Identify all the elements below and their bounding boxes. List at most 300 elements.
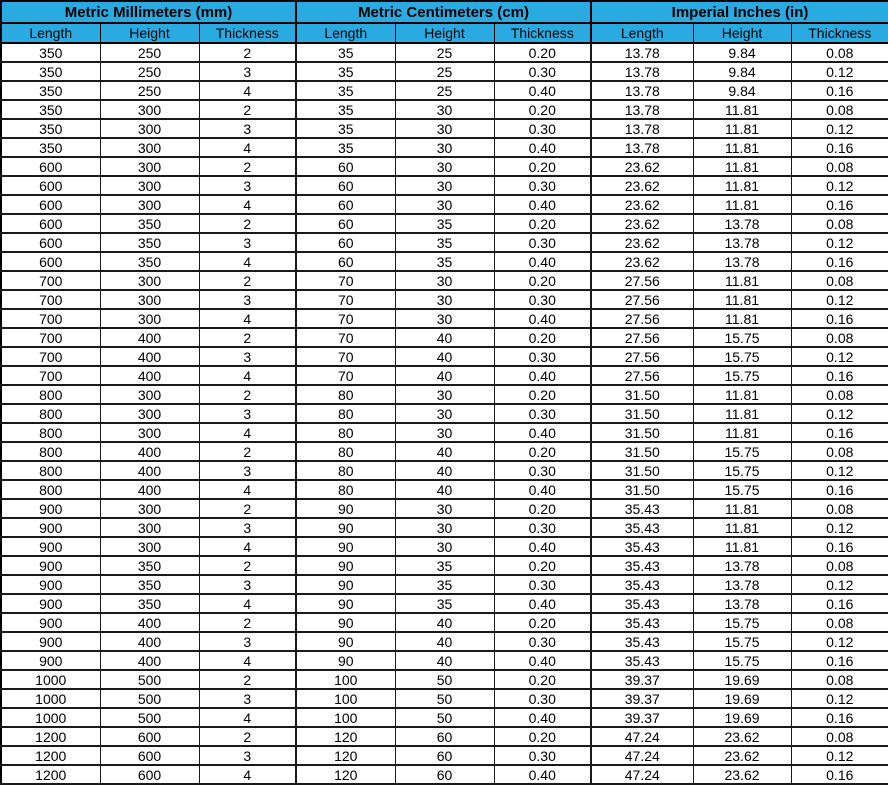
cell-thickness-in: 0.08 (791, 385, 888, 404)
cell-length-mm: 1200 (1, 765, 100, 784)
cell-thickness-cm: 0.40 (494, 537, 591, 556)
cell-height-cm: 30 (395, 195, 494, 214)
cell-length-cm: 80 (296, 442, 395, 461)
cell-height-mm: 400 (100, 461, 199, 480)
cell-thickness-cm: 0.30 (494, 347, 591, 366)
table-row (1, 632, 888, 651)
cell-thickness-cm: 0.20 (494, 442, 591, 461)
cell-height-mm: 400 (100, 442, 199, 461)
cell-thickness-mm: 4 (199, 765, 296, 784)
cell-length-cm: 100 (296, 670, 395, 689)
cell-length-cm: 70 (296, 309, 395, 328)
table-row (1, 214, 888, 233)
cell-height-mm: 300 (100, 518, 199, 537)
cell-length-cm: 70 (296, 328, 395, 347)
cell-thickness-mm: 2 (199, 727, 296, 746)
cell-thickness-mm: 3 (199, 632, 296, 651)
table-row (1, 537, 888, 556)
table-row (1, 404, 888, 423)
cell-thickness-mm: 4 (199, 651, 296, 670)
cell-height-mm: 400 (100, 366, 199, 385)
cell-height-in: 13.78 (693, 556, 791, 575)
cell-length-mm: 1200 (1, 727, 100, 746)
cell-length-in: 27.56 (591, 347, 693, 366)
cell-length-in: 35.43 (591, 575, 693, 594)
cell-height-cm: 50 (395, 670, 494, 689)
cell-length-cm: 80 (296, 404, 395, 423)
cell-thickness-mm: 3 (199, 119, 296, 138)
column-header-height-in: Height (693, 23, 791, 43)
cell-thickness-mm: 2 (199, 613, 296, 632)
cell-length-cm: 120 (296, 727, 395, 746)
cell-length-mm: 1000 (1, 670, 100, 689)
cell-height-in: 11.81 (693, 138, 791, 157)
cell-height-mm: 300 (100, 157, 199, 176)
table-row (1, 328, 888, 347)
table-row (1, 195, 888, 214)
cell-thickness-mm: 4 (199, 480, 296, 499)
cell-height-in: 11.81 (693, 271, 791, 290)
cell-length-cm: 90 (296, 632, 395, 651)
cell-thickness-cm: 0.20 (494, 556, 591, 575)
cell-height-mm: 300 (100, 537, 199, 556)
cell-length-in: 23.62 (591, 176, 693, 195)
cell-length-mm: 700 (1, 347, 100, 366)
cell-height-cm: 30 (395, 271, 494, 290)
cell-height-cm: 30 (395, 119, 494, 138)
cell-length-in: 23.62 (591, 252, 693, 271)
cell-thickness-in: 0.12 (791, 233, 888, 252)
cell-height-mm: 350 (100, 556, 199, 575)
cell-thickness-in: 0.12 (791, 461, 888, 480)
cell-length-in: 35.43 (591, 613, 693, 632)
cell-length-mm: 800 (1, 442, 100, 461)
table-row (1, 765, 888, 784)
cell-length-in: 23.62 (591, 233, 693, 252)
cell-thickness-mm: 3 (199, 518, 296, 537)
cell-height-in: 13.78 (693, 594, 791, 613)
column-header-length-mm: Length (1, 23, 100, 43)
cell-length-mm: 350 (1, 62, 100, 81)
cell-length-in: 35.43 (591, 499, 693, 518)
cell-height-cm: 40 (395, 480, 494, 499)
cell-thickness-cm: 0.20 (494, 100, 591, 119)
cell-height-in: 13.78 (693, 233, 791, 252)
cell-length-mm: 900 (1, 556, 100, 575)
cell-length-mm: 1200 (1, 746, 100, 765)
cell-height-cm: 35 (395, 594, 494, 613)
table-row (1, 556, 888, 575)
cell-height-cm: 30 (395, 537, 494, 556)
cell-length-in: 35.43 (591, 537, 693, 556)
cell-thickness-mm: 4 (199, 594, 296, 613)
table-row (1, 347, 888, 366)
cell-length-mm: 350 (1, 119, 100, 138)
cell-thickness-cm: 0.30 (494, 575, 591, 594)
cell-thickness-mm: 2 (199, 100, 296, 119)
cell-thickness-cm: 0.20 (494, 499, 591, 518)
cell-length-in: 27.56 (591, 309, 693, 328)
cell-thickness-in: 0.16 (791, 651, 888, 670)
table-row (1, 423, 888, 442)
table-row (1, 309, 888, 328)
cell-height-mm: 250 (100, 81, 199, 100)
cell-length-in: 35.43 (591, 518, 693, 537)
cell-height-mm: 300 (100, 195, 199, 214)
cell-height-in: 23.62 (693, 746, 791, 765)
cell-thickness-mm: 4 (199, 138, 296, 157)
group-header-row (1, 1, 888, 23)
cell-thickness-mm: 2 (199, 556, 296, 575)
cell-thickness-in: 0.16 (791, 195, 888, 214)
cell-thickness-in: 0.16 (791, 366, 888, 385)
cell-thickness-cm: 0.20 (494, 43, 591, 62)
cell-thickness-mm: 3 (199, 62, 296, 81)
cell-length-in: 27.56 (591, 328, 693, 347)
cell-length-mm: 600 (1, 233, 100, 252)
cell-height-in: 15.75 (693, 651, 791, 670)
cell-thickness-mm: 2 (199, 328, 296, 347)
cell-thickness-cm: 0.20 (494, 214, 591, 233)
table-row (1, 366, 888, 385)
cell-length-in: 39.37 (591, 670, 693, 689)
cell-length-in: 39.37 (591, 689, 693, 708)
cell-thickness-in: 0.16 (791, 708, 888, 727)
cell-height-in: 19.69 (693, 708, 791, 727)
cell-height-mm: 500 (100, 670, 199, 689)
cell-height-mm: 300 (100, 499, 199, 518)
cell-thickness-cm: 0.30 (494, 290, 591, 309)
cell-thickness-mm: 3 (199, 575, 296, 594)
cell-thickness-cm: 0.20 (494, 670, 591, 689)
cell-height-mm: 300 (100, 176, 199, 195)
cell-length-in: 47.24 (591, 765, 693, 784)
table-row (1, 613, 888, 632)
cell-height-cm: 40 (395, 328, 494, 347)
table-row (1, 727, 888, 746)
column-header-height-cm: Height (395, 23, 494, 43)
cell-thickness-in: 0.08 (791, 670, 888, 689)
cell-length-cm: 35 (296, 119, 395, 138)
cell-height-in: 19.69 (693, 670, 791, 689)
cell-thickness-cm: 0.30 (494, 461, 591, 480)
cell-height-mm: 500 (100, 708, 199, 727)
cell-thickness-cm: 0.20 (494, 157, 591, 176)
cell-thickness-mm: 3 (199, 176, 296, 195)
cell-thickness-cm: 0.30 (494, 62, 591, 81)
cell-length-mm: 350 (1, 100, 100, 119)
cell-height-cm: 35 (395, 233, 494, 252)
cell-length-in: 13.78 (591, 119, 693, 138)
cell-thickness-mm: 2 (199, 385, 296, 404)
table-row (1, 157, 888, 176)
cell-length-cm: 80 (296, 385, 395, 404)
cell-thickness-mm: 4 (199, 195, 296, 214)
cell-length-cm: 90 (296, 518, 395, 537)
cell-length-in: 31.50 (591, 442, 693, 461)
table-row (1, 385, 888, 404)
cell-thickness-mm: 4 (199, 537, 296, 556)
cell-length-cm: 100 (296, 708, 395, 727)
cell-length-mm: 600 (1, 214, 100, 233)
cell-length-mm: 1000 (1, 708, 100, 727)
cell-length-mm: 900 (1, 499, 100, 518)
table-row (1, 708, 888, 727)
cell-length-mm: 700 (1, 290, 100, 309)
table-row (1, 290, 888, 309)
cell-length-in: 13.78 (591, 100, 693, 119)
cell-length-mm: 350 (1, 43, 100, 62)
cell-thickness-cm: 0.30 (494, 119, 591, 138)
cell-height-cm: 30 (395, 157, 494, 176)
cell-length-cm: 80 (296, 423, 395, 442)
table-row (1, 176, 888, 195)
cell-height-cm: 35 (395, 252, 494, 271)
cell-thickness-in: 0.16 (791, 138, 888, 157)
cell-height-mm: 300 (100, 100, 199, 119)
cell-thickness-in: 0.16 (791, 480, 888, 499)
group-header-metric-cm: Metric Centimeters (cm) (296, 1, 591, 23)
cell-height-mm: 300 (100, 385, 199, 404)
cell-length-cm: 90 (296, 556, 395, 575)
cell-length-cm: 35 (296, 81, 395, 100)
table-row (1, 746, 888, 765)
cell-length-cm: 90 (296, 499, 395, 518)
cell-length-cm: 60 (296, 176, 395, 195)
cell-height-cm: 25 (395, 43, 494, 62)
cell-thickness-in: 0.08 (791, 157, 888, 176)
cell-length-in: 23.62 (591, 157, 693, 176)
table-row (1, 670, 888, 689)
cell-height-mm: 400 (100, 651, 199, 670)
cell-height-in: 13.78 (693, 252, 791, 271)
cell-height-cm: 30 (395, 309, 494, 328)
cell-length-mm: 900 (1, 632, 100, 651)
cell-height-mm: 300 (100, 404, 199, 423)
cell-thickness-in: 0.08 (791, 43, 888, 62)
cell-height-cm: 35 (395, 214, 494, 233)
cell-length-mm: 700 (1, 271, 100, 290)
cell-height-cm: 35 (395, 575, 494, 594)
cell-length-in: 31.50 (591, 480, 693, 499)
cell-height-mm: 250 (100, 43, 199, 62)
cell-height-cm: 35 (395, 556, 494, 575)
cell-thickness-mm: 2 (199, 442, 296, 461)
cell-length-in: 35.43 (591, 632, 693, 651)
cell-height-cm: 40 (395, 613, 494, 632)
cell-height-in: 15.75 (693, 328, 791, 347)
cell-height-mm: 300 (100, 290, 199, 309)
table-row (1, 100, 888, 119)
table-header (1, 1, 888, 43)
cell-length-mm: 600 (1, 195, 100, 214)
cell-length-in: 35.43 (591, 594, 693, 613)
cell-thickness-in: 0.08 (791, 556, 888, 575)
cell-length-mm: 600 (1, 252, 100, 271)
table-row (1, 442, 888, 461)
cell-height-cm: 40 (395, 366, 494, 385)
cell-thickness-cm: 0.20 (494, 385, 591, 404)
cell-thickness-cm: 0.40 (494, 81, 591, 100)
cell-thickness-mm: 3 (199, 461, 296, 480)
column-header-length-in: Length (591, 23, 693, 43)
cell-length-cm: 35 (296, 43, 395, 62)
cell-length-in: 23.62 (591, 195, 693, 214)
cell-height-mm: 400 (100, 347, 199, 366)
cell-height-in: 19.69 (693, 689, 791, 708)
cell-height-mm: 300 (100, 423, 199, 442)
cell-thickness-cm: 0.30 (494, 404, 591, 423)
cell-thickness-in: 0.12 (791, 62, 888, 81)
cell-length-cm: 80 (296, 480, 395, 499)
cell-length-cm: 35 (296, 62, 395, 81)
column-header-thickness-in: Thickness (791, 23, 888, 43)
table-row (1, 271, 888, 290)
cell-height-in: 11.81 (693, 499, 791, 518)
cell-height-in: 13.78 (693, 214, 791, 233)
cell-height-cm: 30 (395, 176, 494, 195)
cell-length-cm: 60 (296, 157, 395, 176)
cell-thickness-cm: 0.30 (494, 689, 591, 708)
cell-thickness-in: 0.12 (791, 575, 888, 594)
cell-height-cm: 30 (395, 138, 494, 157)
cell-height-in: 11.81 (693, 100, 791, 119)
cell-height-cm: 40 (395, 651, 494, 670)
cell-height-mm: 400 (100, 613, 199, 632)
cell-length-cm: 90 (296, 613, 395, 632)
cell-height-cm: 30 (395, 385, 494, 404)
cell-height-cm: 60 (395, 727, 494, 746)
cell-height-cm: 40 (395, 442, 494, 461)
table-row (1, 138, 888, 157)
cell-height-in: 11.81 (693, 423, 791, 442)
column-header-thickness-mm: Thickness (199, 23, 296, 43)
cell-length-mm: 900 (1, 651, 100, 670)
cell-length-cm: 70 (296, 347, 395, 366)
cell-length-in: 13.78 (591, 81, 693, 100)
cell-height-mm: 350 (100, 252, 199, 271)
table-row (1, 575, 888, 594)
cell-length-mm: 700 (1, 366, 100, 385)
cell-thickness-in: 0.12 (791, 119, 888, 138)
cell-height-in: 15.75 (693, 632, 791, 651)
cell-length-mm: 900 (1, 518, 100, 537)
cell-length-mm: 350 (1, 81, 100, 100)
cell-thickness-mm: 4 (199, 81, 296, 100)
cell-length-mm: 800 (1, 461, 100, 480)
cell-thickness-cm: 0.30 (494, 176, 591, 195)
table-row (1, 499, 888, 518)
cell-thickness-in: 0.08 (791, 727, 888, 746)
cell-thickness-in: 0.16 (791, 423, 888, 442)
cell-height-cm: 30 (395, 404, 494, 423)
cell-thickness-in: 0.08 (791, 442, 888, 461)
table-row (1, 594, 888, 613)
cell-thickness-cm: 0.40 (494, 309, 591, 328)
cell-length-cm: 60 (296, 214, 395, 233)
cell-length-mm: 800 (1, 423, 100, 442)
cell-height-in: 11.81 (693, 404, 791, 423)
cell-length-cm: 80 (296, 461, 395, 480)
cell-thickness-in: 0.12 (791, 347, 888, 366)
cell-height-cm: 40 (395, 347, 494, 366)
cell-length-cm: 60 (296, 195, 395, 214)
cell-thickness-cm: 0.40 (494, 195, 591, 214)
cell-thickness-mm: 2 (199, 499, 296, 518)
cell-length-in: 39.37 (591, 708, 693, 727)
cell-height-cm: 60 (395, 746, 494, 765)
cell-thickness-mm: 3 (199, 347, 296, 366)
cell-thickness-in: 0.16 (791, 81, 888, 100)
cell-height-in: 11.81 (693, 385, 791, 404)
cell-length-cm: 120 (296, 765, 395, 784)
cell-thickness-in: 0.08 (791, 613, 888, 632)
cell-thickness-cm: 0.20 (494, 613, 591, 632)
cell-length-in: 13.78 (591, 138, 693, 157)
cell-height-in: 11.81 (693, 195, 791, 214)
cell-height-in: 11.81 (693, 176, 791, 195)
cell-thickness-cm: 0.20 (494, 271, 591, 290)
cell-height-mm: 350 (100, 233, 199, 252)
cell-thickness-mm: 3 (199, 290, 296, 309)
cell-thickness-in: 0.12 (791, 176, 888, 195)
cell-length-mm: 800 (1, 385, 100, 404)
cell-thickness-in: 0.08 (791, 499, 888, 518)
cell-thickness-cm: 0.40 (494, 708, 591, 727)
cell-thickness-mm: 4 (199, 423, 296, 442)
cell-thickness-cm: 0.30 (494, 632, 591, 651)
cell-thickness-mm: 3 (199, 233, 296, 252)
cell-height-mm: 600 (100, 746, 199, 765)
cell-thickness-mm: 2 (199, 271, 296, 290)
table-row (1, 43, 888, 62)
cell-thickness-in: 0.16 (791, 309, 888, 328)
cell-height-cm: 25 (395, 81, 494, 100)
cell-thickness-in: 0.12 (791, 518, 888, 537)
cell-height-mm: 350 (100, 575, 199, 594)
table-row (1, 689, 888, 708)
cell-height-in: 15.75 (693, 461, 791, 480)
cell-thickness-in: 0.12 (791, 746, 888, 765)
cell-thickness-in: 0.16 (791, 252, 888, 271)
group-header-metric-mm: Metric Millimeters (mm) (1, 1, 296, 23)
cell-thickness-cm: 0.20 (494, 328, 591, 347)
cell-thickness-cm: 0.40 (494, 138, 591, 157)
cell-length-cm: 60 (296, 252, 395, 271)
cell-length-in: 23.62 (591, 214, 693, 233)
cell-length-in: 31.50 (591, 423, 693, 442)
cell-height-in: 15.75 (693, 442, 791, 461)
cell-height-cm: 25 (395, 62, 494, 81)
cell-height-cm: 50 (395, 689, 494, 708)
cell-height-in: 13.78 (693, 575, 791, 594)
cell-thickness-in: 0.16 (791, 537, 888, 556)
table-row (1, 81, 888, 100)
cell-thickness-cm: 0.20 (494, 727, 591, 746)
cell-height-mm: 250 (100, 62, 199, 81)
cell-length-mm: 700 (1, 328, 100, 347)
column-header-thickness-cm: Thickness (494, 23, 591, 43)
cell-thickness-cm: 0.40 (494, 594, 591, 613)
cell-length-in: 35.43 (591, 556, 693, 575)
cell-length-mm: 900 (1, 613, 100, 632)
cell-height-in: 11.81 (693, 537, 791, 556)
cell-length-cm: 90 (296, 575, 395, 594)
cell-thickness-in: 0.08 (791, 328, 888, 347)
cell-thickness-in: 0.16 (791, 594, 888, 613)
cell-length-in: 27.56 (591, 271, 693, 290)
cell-length-in: 13.78 (591, 62, 693, 81)
